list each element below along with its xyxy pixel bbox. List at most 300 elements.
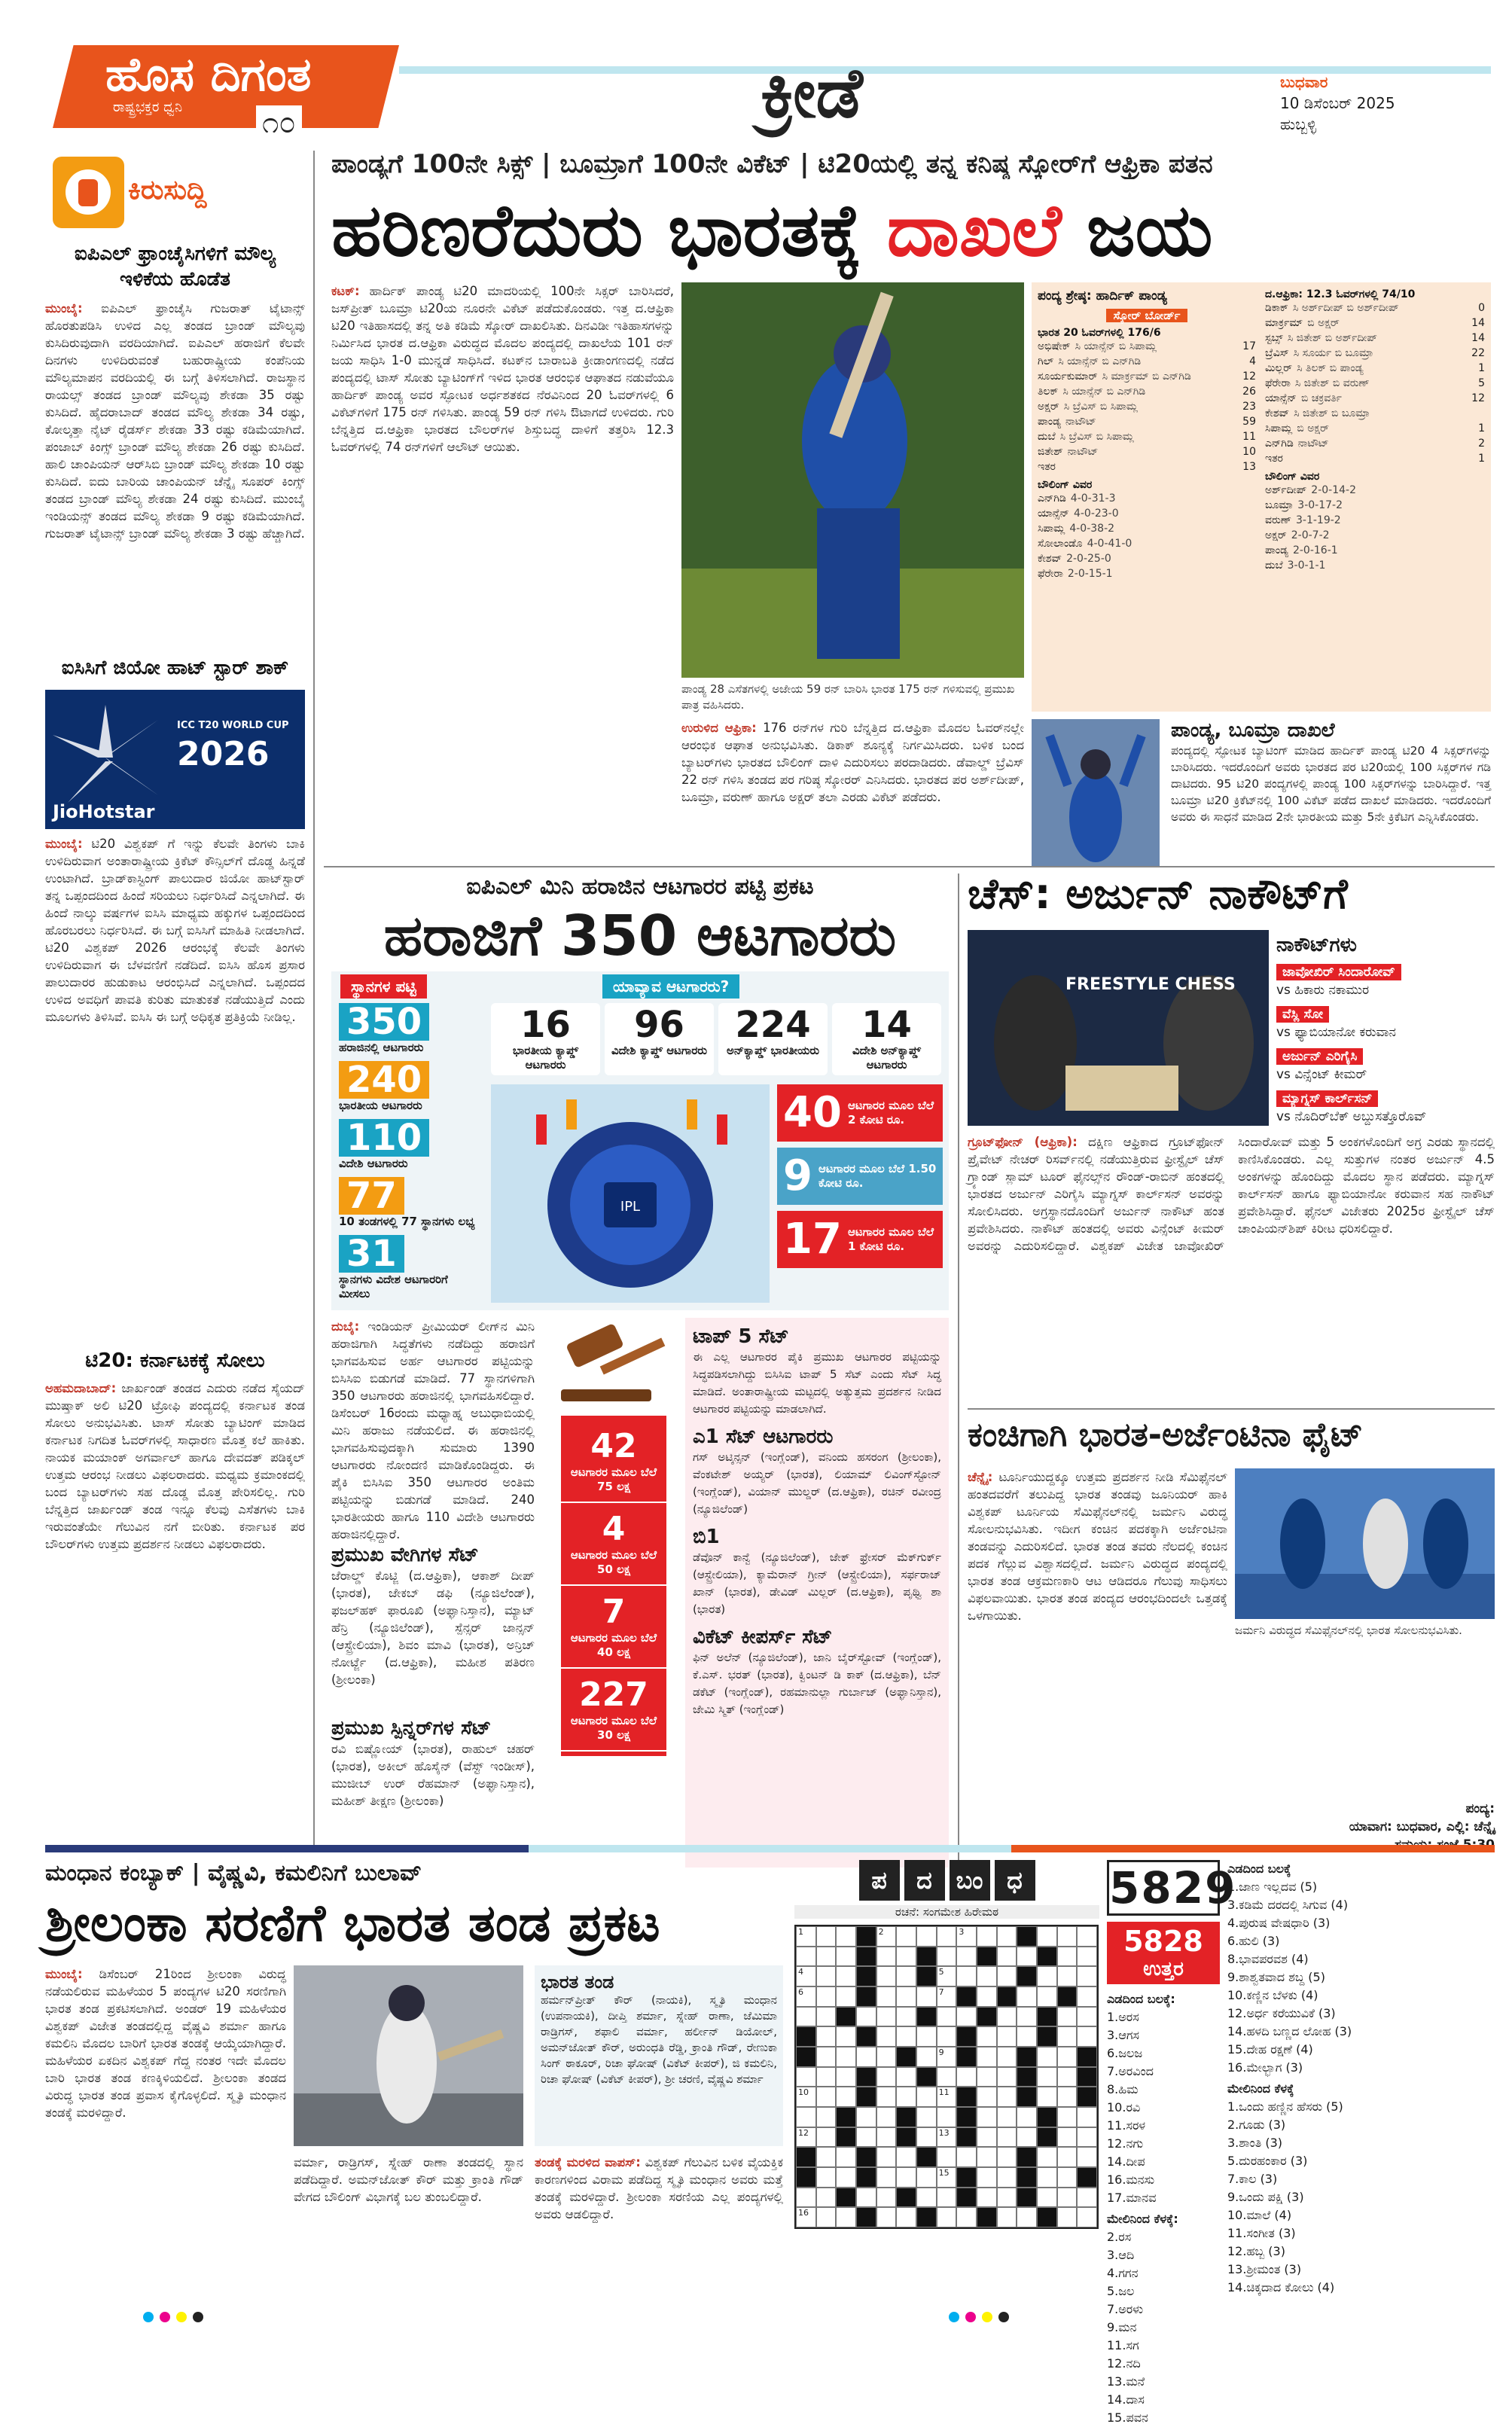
india-batter-cell: 10: [1242, 446, 1256, 458]
crossword-cell[interactable]: [997, 2127, 1017, 2148]
lead-body-2-text: 176 ರನ್‌ಗಳ ಗುರಿ ಬೆನ್ನತ್ತಿದ ದ.ಆಫ್ರಿಕಾ ಮೊದಲ ಓವರ್‌ನಲ್ಲೇ ಆರಂಭಿಕ ಆಘಾತ ಅನುಭವಿಸಿತು. ಡಿಕಾಕ್ ಶೂನ್ಯಕ್ಕೆ ನಿರ್ಗಮಿಸಿದರು. ಬಳಿಕ ಬಂದ ಬ್ಯಾಟರ್‌ಗಳು ಭಾರತದ ಬೌಲಿಂಗ್ ದಾಳಿ ಎದುರಿಸಲು ಪರದಾಡಿದರು. ಡೆವಾಲ್ಡ್ ಬ್ರೆವಿಸ್ 22 ರನ್ ಗಳಿಸಿ ತಂಡದ ಪರ ಗರಿಷ್ಠ ಸ್ಕೋರರ್ ಎನಿಸಿದರು. ಭಾರತದ ಪರ ಅರ್ಶ್‌ದೀಪ್, ಬೂಮ್ರಾ, ವರುಣ್ ಹಾಗೂ ಅಕ್ಷರ್ ತಲಾ ಎರಡು ವಿಕೆಟ್ ಪಡೆದರು.: [681, 721, 1024, 804]
crossword-cell[interactable]: [856, 2047, 876, 2067]
crossword-block: [1037, 2207, 1057, 2227]
section-divider: [324, 866, 1495, 867]
crossword-cell[interactable]: [937, 1926, 957, 1947]
base-price-label: ಆಟಗಾರರ ಮೂಲ ಬೆಲೆ 40 ಲಕ್ಷ: [570, 1631, 657, 1659]
crossword-cell[interactable]: [916, 2127, 937, 2148]
pandya-photo-caption: ಪಾಂಡ್ಯ 28 ಎಸೆತಗಳಲ್ಲಿ ಅಜೇಯ 59 ರನ್ ಬಾರಿಸಿ ಭಾರತ 175 ರನ್ ಗಳಿಸುವಲ್ಲಿ ಪ್ರಮುಖ ಪಾತ್ರ ವಹಿಸಿದರು.: [681, 682, 1015, 712]
crossword-cell[interactable]: [956, 2147, 977, 2167]
crossword-cell[interactable]: [977, 1986, 997, 2007]
pace-head: ಪ್ರಮುಖ ವೇಗಿಗಳ ಸೆಟ್: [331, 1544, 479, 1566]
crossword-cell[interactable]: [1037, 2067, 1057, 2087]
crossword-cell[interactable]: [977, 2026, 997, 2047]
crossword-cell[interactable]: [856, 2188, 876, 2208]
crossword-block: [856, 1986, 876, 2007]
india-batter-cell: ಅಕ್ಷರ್: [1038, 401, 1059, 413]
crossword-cell[interactable]: [997, 2067, 1017, 2087]
sa-batter-row: [1265, 361, 1485, 376]
crossword-cell[interactable]: [997, 2087, 1017, 2107]
across-list: [1227, 1878, 1495, 2077]
crossword-cell[interactable]: [816, 1986, 837, 2007]
crossword-cell[interactable]: [836, 2026, 856, 2047]
crossword-cell[interactable]: [937, 2207, 957, 2227]
crossword-cell[interactable]: [1057, 2207, 1078, 2227]
spin-head: ಪ್ರಮುಖ ಸ್ಪಿನ್ನರ್‌ಗಳ ಸೆಟ್: [331, 1717, 492, 1739]
crossword-block: [977, 1947, 997, 1967]
crossword-cell[interactable]: [836, 1947, 856, 1967]
sa-bowler-row: [1265, 558, 1485, 573]
crossword-cell[interactable]: [1057, 1926, 1078, 1947]
crossword-cell[interactable]: [796, 1966, 816, 1986]
crossword-cell[interactable]: [997, 2007, 1017, 2027]
crossword-cell[interactable]: [896, 1947, 916, 1967]
lead-body-text: ಹಾರ್ದಿಕ್ ಪಾಂಡ್ಯ ಟಿ20 ಮಾದರಿಯಲ್ಲಿ 100ನೇ ಸಿಕ್ಸರ್ ಬಾರಿಸಿದರೆ, ಜಸ್‌ಪ್ರೀತ್ ಬೂಮ್ರಾ ಟಿ20ಯ ನೂರನೇ ವಿಕೆಟ್ ಪಡೆದುಕೊಂಡರು. ಇತ್ತ ದ.ಆಫ್ರಿಕಾ ಟಿ20 ಇತಿಹಾಸದಲ್ಲಿ ತನ್ನ ಅತಿ ಕಡಿಮೆ ಸ್ಕೋರ್ ದಾಖಲಿಸಿತು. ದಿನವಿಡೀ ಇತಿಹಾಸಗಳನ್ನು ನಿರ್ಮಿಸಿದ ಭಾರತ ದ.ಆಫ್ರಿಕಾ ವಿರುದ್ಧದ ಮೊದಲ ಪಂದ್ಯದಲ್ಲಿ ದಾಖಲೆಯ 101 ರನ್ ಜಯ ಸಾಧಿಸಿ 1-0 ಮುನ್ನಡೆ ಸಾಧಿಸಿದೆ. ಕಟಕ್‌ನ ಬಾರಾಬತಿ ಕ್ರೀಡಾಂಗಣದಲ್ಲಿ ನಡೆದ ಪಂದ್ಯದಲ್ಲಿ ಟಾಸ್ ಸೋತು ಬ್ಯಾಟಿಂಗ್‌ಗೆ ಇಳಿದ ಭಾರತ ಆರಂಭಿಕ ಆಘಾತದ ನಡುವೆಯೂ ಹಾರ್ದಿಕ್ ಪಾಂಡ್ಯ ಅವರ ಸ್ಫೋಟಕ ಅರ್ಧಶತಕದ ನೆರವಿನಿಂದ 20 ಓವರ್‌ಗಳಲ್ಲಿ 6 ವಿಕೆಟ್‌ಗಳಿಗೆ 175 ರನ್ ಗಳಿಸಿತು. ಪಾಂಡ್ಯ 59 ರನ್ ಗಳಿಸಿ ಔಟಾಗದೆ ಉಳಿದರು. ಗುರಿ ಬೆನ್ನತ್ತಿದ ದ.ಆಫ್ರಿಕಾ ಭಾರತದ ಬೌಲರ್‌ಗಳ ಶಿಸ್ತುಬದ್ಧ ದಾಳಿಗೆ ತತ್ತರಿಸಿ 12.3 ಓವರ್‌ಗಳಲ್ಲಿ 74 ರನ್‌ಗಳಿಗೆ ಆಲೌಟ್ ಆಯಿತು.: [331, 284, 674, 454]
sa-batter-cell: 14: [1471, 332, 1485, 344]
crossword-cell[interactable]: [896, 2026, 916, 2047]
crossword-cell[interactable]: [1077, 2207, 1097, 2227]
crossword-cell[interactable]: [1057, 1947, 1078, 1967]
india-batter-row: [1038, 369, 1256, 384]
crossword-cell[interactable]: [816, 2147, 837, 2167]
sa-batter-cell: 5: [1478, 377, 1485, 389]
crossword-cell[interactable]: [816, 2047, 837, 2067]
sa-bowler-row: [1265, 513, 1485, 528]
crossword-cell[interactable]: [937, 2147, 957, 2167]
crossword-cell[interactable]: [937, 2107, 957, 2127]
crossword-cell[interactable]: [937, 2188, 957, 2208]
crossword-cell[interactable]: [896, 2207, 916, 2227]
crossword-cell[interactable]: [816, 2167, 837, 2188]
crossword-cell[interactable]: [896, 2067, 916, 2087]
crossword-cell[interactable]: [997, 2026, 1017, 2047]
crossword-block: [1037, 2007, 1057, 2027]
crossword-cell[interactable]: [896, 1966, 916, 1986]
base-price-stat: [561, 1420, 666, 1503]
b1-body: ಡೆವೊನ್ ಕಾನ್ವೆ (ನ್ಯೂಜಿಲೆಂಡ್), ಜೇಕ್ ಫ್ರೇಸರ್ ಮೆಕ್‌ಗುರ್ಕ್ (ಆಸ್ಟ್ರೇಲಿಯಾ), ಕ್ಯಾಮೆರಾನ್ ಗ್ರೀನ್ (ಆಸ್ಟ್ರೇಲಿಯಾ), ಸರ್ಫರಾಜ್ ಖಾನ್ (ಭಾರತ), ಡೇವಿಡ್ ಮಿಲ್ಲರ್ (ದ.ಆಫ್ರಿಕಾ), ಪೃಥ್ವಿ ಶಾ (ಭಾರತ): [693, 1550, 941, 1616]
crossword-cell[interactable]: [1037, 2147, 1057, 2167]
india-batter-row: [1038, 444, 1256, 459]
crossword-cell[interactable]: [1057, 2107, 1078, 2127]
player-type-stat: [832, 1003, 941, 1075]
crossword-cell[interactable]: [876, 1926, 897, 1947]
crossword-cell[interactable]: [977, 2067, 997, 2087]
crossword-cell[interactable]: [916, 1986, 937, 2007]
india-bowler-cell: ಯಾನ್ಸೆನ್: [1038, 508, 1069, 520]
crossword-cell[interactable]: [816, 2087, 837, 2107]
crossword-cell[interactable]: [836, 2167, 856, 2188]
column-divider-2: [958, 874, 959, 1868]
crossword-grid[interactable]: [794, 1925, 1099, 2229]
a1-body: ಗಸ್ ಅಟ್ಕಿನ್ಸನ್ (ಇಂಗ್ಲೆಂಡ್), ವನಿಂದು ಹಸರಂಗ (ಶ್ರೀಲಂಕಾ), ವೆಂಕಟೇಶ್ ಅಯ್ಯರ್ (ಭಾರತ), ಲಿಯಾಮ್ ಲಿವಿಂಗ್‌ಸ್ಟೋನ್ (ಇಂಗ್ಲೆಂಡ್), ವಿಯಾನ್ ಮುಲ್ಡರ್ (ದ.ಆಫ್ರಿಕಾ), ರಚಿನ್ ರವೀಂದ್ರ (ನ್ಯೂಜಿಲೆಂಡ್): [693, 1450, 941, 1516]
crossword-cell[interactable]: [997, 1926, 1017, 1947]
crossword-cell[interactable]: [997, 1966, 1017, 1986]
crossword-cell[interactable]: [836, 1966, 856, 1986]
crossword-cell[interactable]: [956, 2067, 977, 2087]
crossword-cell[interactable]: [977, 2127, 997, 2148]
sa-batter-cell: 1: [1478, 453, 1485, 465]
crossword-cell[interactable]: [997, 1947, 1017, 1967]
crossword-cell[interactable]: [796, 2127, 816, 2148]
slots-tab: ಸ್ಥಾನಗಳ ಪಟ್ಟಿ: [340, 974, 427, 999]
crossword-cell[interactable]: [836, 2047, 856, 2067]
crossword-cell[interactable]: [796, 2207, 816, 2227]
left-story-1-text: ಐಪಿಎಲ್ ಫ್ರಾಂಚೈಸಿ ಗುಜರಾತ್ ಟೈಟಾನ್ಸ್ ಹೊರತುಪಡಿಸಿ ಉಳಿದ ಎಲ್ಲ ತಂಡದ ಬ್ರಾಂಡ್ ಮೌಲ್ಯವು ಕುಸಿದಿರುವುದಾಗಿ ವರದಿಯಾಗಿದೆ. ಐಪಿಎಲ್ ಹರಾಜಿಗೆ ಕೆಲವೇ ದಿನಗಳು ಉಳಿದಿರುವಂತೆ ಬಹುರಾಷ್ಟ್ರೀಯ ಕಂಪೆನಿಯ ಮೌಲ್ಯಮಾಪನ ವರದಿಯಲ್ಲಿ ಈ ಬಗ್ಗೆ ತಿಳಿಸಲಾಗಿದೆ. ರಾಜಸ್ಥಾನ ರಾಯಲ್ಸ್ ತಂಡದ ಬ್ರಾಂಡ್ ಮೌಲ್ಯವು ಶೇಕಡಾ 35 ರಷ್ಟು ಕುಸಿದಿದೆ. ಹೈದರಾಬಾದ್ ತಂಡದ ಮೌಲ್ಯ ಶೇಕಡಾ 34 ರಷ್ಟು, ಕೋಲ್ಕತ್ತಾ ನೈಟ್ ರೈಡರ್ಸ್ ಶೇಕಡಾ 33 ರಷ್ಟು ಕಡಿಮೆಯಾಗಿದೆ. ಪಂಜಾಬ್ ಕಿಂಗ್ಸ್ ಬ್ರಾಂಡ್ ಮೌಲ್ಯ ಶೇಕಡಾ 26 ರಷ್ಟು ಕುಸಿದಿದೆ. ಹಾಲಿ ಚಾಂಪಿಯನ್ ಆರ್‌ಸಿಬಿ ಬ್ರಾಂಡ್ ಮೌಲ್ಯ ಶೇಕಡಾ 10 ರಷ್ಟು ಕುಸಿದಿದೆ. ಐದು ಬಾರಿಯ ಚಾಂಪಿಯನ್ ಚೆನ್ನೈ ಸೂಪರ್ ಕಿಂಗ್ಸ್ ತಂಡದ ಬ್ರಾಂಡ್ ಮೌಲ್ಯ ಶೇಕಡಾ 24 ರಷ್ಟು ಕುಸಿದಿದೆ. ಮುಂಬೈ ಇಂಡಿಯನ್ಸ್ ತಂಡದ ಮೌಲ್ಯ ಶೇಕಡಾ 9 ರಷ್ಟು ಕಡಿಮೆಯಾಗಿದೆ. ಗುಜರಾತ್ ಟೈಟಾನ್ಸ್ ಬ್ರಾಂಡ್ ಮೌಲ್ಯ ಶೇಕಡಾ 3 ರಷ್ಟು ಹೆಚ್ಚಾಗಿದೆ.: [45, 301, 305, 541]
left-story-2-head: ಐಸಿಸಿಗೆ ಜಿಯೋ ಹಾಟ್ ಸ್ಟಾರ್ ಶಾಕ್: [61, 657, 289, 679]
crossword-cell[interactable]: [1077, 2026, 1097, 2047]
crossword-cell[interactable]: [876, 2067, 897, 2087]
prev-across-answer: 1.ಅರಸ: [1107, 2010, 1139, 2024]
crossword-cell[interactable]: [1077, 1966, 1097, 1986]
sa-batter-cell: ಮಾರ್ಕ್ರಮ್: [1265, 317, 1303, 329]
crossword-cell[interactable]: [1037, 1966, 1057, 1986]
crossword-cell[interactable]: [1017, 2207, 1037, 2227]
crossword-cell[interactable]: [1077, 2107, 1097, 2127]
records-story: [1171, 719, 1491, 825]
crossword-block: [1077, 2047, 1097, 2067]
crossword-cell[interactable]: [796, 2107, 816, 2127]
crossword-cell-number: 15: [938, 2167, 950, 2178]
crossword-cell[interactable]: [796, 1986, 816, 2007]
crossword-cell[interactable]: [977, 2087, 997, 2107]
across-clue: 15.ದೇಹ ರಕ್ಷಣೆ (4): [1227, 2042, 1313, 2057]
crossword-cell[interactable]: [1037, 2087, 1057, 2107]
crossword-cell[interactable]: [1057, 2007, 1078, 2027]
crossword-cell[interactable]: [876, 2026, 897, 2047]
crossword-block: [1037, 1947, 1057, 1967]
crossword-block: [956, 2127, 977, 2148]
crossword-cell[interactable]: [876, 2107, 897, 2127]
crossword-cell[interactable]: [876, 2127, 897, 2148]
crossword-title-letter: ಬಂ: [950, 1860, 990, 1901]
crossword-cell-number: 10: [798, 2087, 809, 2098]
prev-across-answer: 7.ಅರವಿಂದ: [1107, 2064, 1154, 2078]
crossword-cell[interactable]: [876, 2147, 897, 2167]
crossword-cell[interactable]: [876, 2207, 897, 2227]
india-bowler-row: [1038, 536, 1256, 551]
prev-down-answer: 12.ನದಿ: [1107, 2356, 1141, 2371]
crossword-cell[interactable]: [916, 1926, 937, 1947]
sa-batter-cell: ಬಿ ಚಕ್ರವರ್ತಿ: [1300, 392, 1342, 404]
crossword-block: [1017, 2087, 1037, 2107]
crossword-cell[interactable]: [937, 2026, 957, 2047]
crossword-cell[interactable]: [796, 2067, 816, 2087]
crossword-cell[interactable]: [816, 1966, 837, 1986]
crossword-cell[interactable]: [997, 2147, 1017, 2167]
crossword-cell[interactable]: [856, 2107, 876, 2127]
crossword-cell[interactable]: [937, 2127, 957, 2148]
crossword-cell[interactable]: [1017, 2026, 1037, 2047]
crossword-cell[interactable]: [816, 2067, 837, 2087]
crossword-block: [916, 2007, 937, 2027]
india-bowler-cell: 2-0-25-0: [1066, 553, 1111, 565]
crossword-cell[interactable]: [1037, 2167, 1057, 2188]
crossword-cell[interactable]: [876, 1986, 897, 2007]
crossword-cell[interactable]: [916, 2087, 937, 2107]
crossword-cell[interactable]: [937, 2067, 957, 2087]
down-clue: 3.ಶಾಂತಿ (3): [1227, 2136, 1282, 2150]
crossword-cell[interactable]: [1057, 2127, 1078, 2148]
t20-worldcup-image: [45, 690, 305, 829]
chess-photo-banner: FREESTYLE CHESS: [1065, 975, 1236, 994]
crossword-cell[interactable]: [916, 2047, 937, 2067]
crossword-cell[interactable]: [816, 2107, 837, 2127]
crossword-cell[interactable]: [876, 2188, 897, 2208]
sa-bowler-cell: ಅರ್ಶ್‌ದೀಪ್: [1265, 484, 1307, 496]
crossword-block: [956, 2087, 977, 2107]
india-batter-row: [1038, 384, 1256, 399]
crossword-cell[interactable]: [1037, 1926, 1057, 1947]
crossword-cell[interactable]: [937, 2167, 957, 2188]
crossword-block: [1017, 2147, 1037, 2167]
prev-across-head: ಎಡದಿಂದ ಬಲಕ್ಕೆ:: [1107, 1992, 1175, 2006]
crossword-cell[interactable]: [1057, 2067, 1078, 2087]
records-head: ಪಾಂಡ್ಯ, ಬೂಮ್ರಾ ದಾಖಲೆ: [1171, 719, 1335, 742]
crossword-cell[interactable]: [816, 2007, 837, 2027]
crossword-cell[interactable]: [796, 1926, 816, 1947]
crossword-cell[interactable]: [1077, 2127, 1097, 2148]
india-batting-list: [1038, 339, 1256, 474]
crossword-cell[interactable]: [997, 2207, 1017, 2227]
crossword-cell[interactable]: [956, 1947, 977, 1967]
down-list: [1227, 2098, 1495, 2297]
crossword-cell[interactable]: [1057, 1966, 1078, 1986]
crossword-cell[interactable]: [836, 2207, 856, 2227]
knockout-player-b: vs ನೊದಿರ್‌ಬೆಕ್ ಅಬ್ದುಸತ್ತೊರೊವ್: [1276, 1109, 1427, 1124]
hockey-body-lead: ಚೆನ್ನೈ:: [968, 1470, 993, 1484]
crossword-cell[interactable]: [1017, 2127, 1037, 2148]
prev-answer-badge: [1107, 1922, 1220, 1984]
slot-stat: [339, 1119, 482, 1171]
crossword-cell[interactable]: [1057, 2147, 1078, 2167]
slot-number: 240: [339, 1061, 429, 1099]
crossword-cell[interactable]: [1077, 2188, 1097, 2208]
crossword-cell[interactable]: [977, 2167, 997, 2188]
crossword-cell[interactable]: [816, 2207, 837, 2227]
prev-across-answer: 6.ಜಲಜ: [1107, 2046, 1143, 2060]
crossword-cell[interactable]: [1017, 2107, 1037, 2127]
crossword-block: [1057, 1986, 1078, 2007]
pandya-photo: [681, 282, 1024, 678]
crossword-cell[interactable]: [1077, 1947, 1097, 1967]
player-type-stat: [605, 1003, 714, 1075]
crossword-cell[interactable]: [796, 2087, 816, 2107]
india-bowler-row: [1038, 506, 1256, 521]
crossword-cell[interactable]: [977, 2147, 997, 2167]
women-kicker: ಮಂಧಾನ ಕಂಬ್ಯಾಕ್ | ವೈಷ್ಣವಿ, ಕಮಲಿನಿಗೆ ಬುಲಾವ್: [45, 1860, 422, 1886]
crossword-cell[interactable]: [1037, 2047, 1057, 2067]
crossword-clues: [1227, 1860, 1495, 2297]
crossword-cell[interactable]: [896, 1926, 916, 1947]
sa-batter-cell: ಸ್ಟಬ್ಸ್: [1265, 332, 1283, 344]
sa-batter-cell: ಸಿಪಾಮ್ಲ: [1265, 422, 1293, 434]
crossword-cell[interactable]: [896, 2147, 916, 2167]
crossword-cell[interactable]: [997, 2188, 1017, 2208]
crossword-cell[interactable]: [836, 2087, 856, 2107]
crossword-cell[interactable]: [937, 2047, 957, 2067]
crossword-cell[interactable]: [896, 2007, 916, 2027]
crossword-cell[interactable]: [836, 2147, 856, 2167]
player-type-stat: [718, 1003, 828, 1075]
crossword-cell[interactable]: [816, 1947, 837, 1967]
knockout-item: [1276, 1090, 1495, 1126]
india-bowler-cell: 4-0-38-2: [1069, 523, 1115, 535]
crossword-cell[interactable]: [956, 1926, 977, 1947]
crossword-cell[interactable]: [816, 1926, 837, 1947]
crossword-cell[interactable]: [997, 2107, 1017, 2127]
knockout-player-a: ಅರ್ಜುನ್ ಎರಿಗೈಸಿ: [1276, 1048, 1363, 1065]
crossword-cell[interactable]: [856, 2127, 876, 2148]
player-type-number: 96: [634, 1004, 684, 1046]
left-story-3-head: ಟಿ20: ಕರ್ನಾಟಕಕ್ಕೆ ಸೋಲು: [85, 1349, 265, 1372]
top5-head: ಟಾಪ್ 5 ಸೆಟ್: [693, 1325, 789, 1348]
crossword-cell-number: 11: [938, 2087, 950, 2098]
slots-list: [339, 1003, 482, 1307]
india-batter-cell: ಸಿ ಯಾನ್ಸೆನ್ ಬಿ ಎನ್‌ಗಿಡಿ: [1058, 355, 1142, 367]
crossword-cell[interactable]: [937, 2007, 957, 2027]
crossword-cell[interactable]: [856, 2007, 876, 2027]
left-story-2-text: ಟಿ20 ವಿಶ್ವಕಪ್ ಗೆ ಇನ್ನು ಕೆಲವೇ ತಿಂಗಳು ಬಾಕಿ ಉಳಿದಿರುವಾಗ ಅಂತಾರಾಷ್ಟ್ರೀಯ ಕ್ರಿಕೆಟ್ ಕೌನ್ಸಿಲ್‌ಗೆ ದೊಡ್ಡ ಹಿನ್ನಡೆ ಉಂಟಾಗಿದೆ. ಬ್ರಾಡ್‌ಕಾಸ್ಟಿಂಗ್ ಪಾಲುದಾರ ಜಿಯೋ ಹಾಟ್‌ಸ್ಟಾರ್ ತನ್ನ ಒಪ್ಪಂದದಿಂದ ಹಿಂದೆ ಸರಿಯಲು ನಿರ್ಧರಿಸಿದೆ ಎನ್ನಲಾಗಿದೆ. ಈ ಹಿಂದೆ ನಾಲ್ಕು ವರ್ಷಗಳ ಐಸಿಸಿ ಮಾಧ್ಯಮ ಹಕ್ಕುಗಳ ಒಪ್ಪಂದದಿಂದ ಹೊರಬರಲು ನಿರ್ಧರಿಸಿದೆ. ಈ ಬಗ್ಗೆ ಐಸಿಸಿಗೆ ಮಾಹಿತಿ ನೀಡಲಾಗಿದೆ. ಟಿ20 ವಿಶ್ವಕಪ್ 2026 ಆರಂಭಕ್ಕೆ ಕೆಲವೇ ತಿಂಗಳು ಉಳಿದಿರುವಾಗ ಈ ಬೆಳವಣಿಗೆ ನಡೆದಿದೆ. ಐಸಿಸಿ ಹೊಸ ಪ್ರಸಾರ ಪಾಲುದಾರರ ಹುಡುಕಾಟ ಆರಂಭಿಸಿದೆ ಎನ್ನಲಾಗಿದೆ. ಒಪ್ಪಂದದ ಉಳಿದ ಅವಧಿಗೆ ಪಾವತಿ ಕುರಿತು ಮಾತುಕತೆ ನಡೆಯುತ್ತಿದೆ ಎಂದು ಮೂಲಗಳು ತಿಳಿಸಿವೆ. ಐಸಿಸಿ ಈ ಬಗ್ಗೆ ಅಧಿಕೃತ ಪ್ರತಿಕ್ರಿಯೆ ನೀಡಿಲ್ಲ.: [45, 837, 305, 1024]
player-type-number: 224: [735, 1004, 811, 1046]
crossword-cell[interactable]: [956, 2007, 977, 2027]
crossword-block: [1037, 2026, 1057, 2047]
crossword-cell[interactable]: [977, 2107, 997, 2127]
prev-across-list: [1107, 2008, 1220, 2207]
crossword-cell[interactable]: [1077, 2007, 1097, 2027]
women-body-3-text: ವಿಶ್ವಕಪ್ ಗೆಲುವಿನ ಬಳಿಕ ವೈಯಕ್ತಿಕ ಕಾರಣಗಳಿಂದ ವಿರಾಮ ಪಡೆದಿದ್ದ ಸ್ಮೃತಿ ಮಂಧಾನ ಅವರು ಮತ್ತೆ ತಂಡಕ್ಕೆ ಮರಳಿದ್ದಾರೆ. ಶ್ರೀಲಂಕಾ ಸರಣಿಯ ಎಲ್ಲ ಪಂದ್ಯಗಳಲ್ಲಿ ಅವರು ಆಡಲಿದ್ದಾರೆ.: [535, 2155, 783, 2221]
india-bowler-cell: 2-0-15-1: [1067, 568, 1113, 580]
crossword-cell[interactable]: [1037, 2188, 1057, 2208]
scoreboard-label: ಸ್ಕೋರ್ ಬೋರ್ಡ್: [1106, 309, 1188, 322]
crossword-cell[interactable]: [836, 2067, 856, 2087]
crossword-cell[interactable]: [1077, 1986, 1097, 2007]
base-price-label: ಆಟಗಾರರ ಮೂಲ ಬೆಲೆ 30 ಲಕ್ಷ: [570, 1714, 657, 1742]
crossword-block: [1017, 2047, 1037, 2067]
base-price-stat: [561, 1586, 666, 1669]
crossword-cell[interactable]: [1077, 2147, 1097, 2167]
prev-down-answer: 9.ಮನ: [1107, 2320, 1137, 2334]
crossword-cell-number: 1: [798, 1927, 803, 1937]
crossword-cell[interactable]: [816, 2127, 837, 2148]
crossword-cell[interactable]: [876, 2047, 897, 2067]
crossword-block: [956, 2107, 977, 2127]
crossword-cell[interactable]: [876, 2087, 897, 2107]
sa-batter-row: [1265, 300, 1485, 316]
crossword-cell[interactable]: [876, 2007, 897, 2027]
crossword-cell[interactable]: [977, 2047, 997, 2067]
crossword-block: [856, 1947, 876, 1967]
women-team-head: ಭಾರತ ತಂಡ: [541, 1971, 614, 1993]
wk-body: ಫಿನ್ ಅಲೆನ್ (ನ್ಯೂಜಿಲೆಂಡ್), ಜಾನಿ ಬೈರ್‌ಸ್ಟೋವ್ (ಇಂಗ್ಲೆಂಡ್), ಕೆ.ಎಸ್. ಭರತ್ (ಭಾರತ), ಕ್ವಿಂಟನ್ ಡಿ ಕಾಕ್ (ದ.ಆಫ್ರಿಕಾ), ಬೆನ್ ಡಕೆಟ್ (ಇಂಗ್ಲೆಂಡ್), ರಹಮಾನುಲ್ಲಾ ಗುರ್ಬಾಜ್ (ಅಫ್ಘಾನಿಸ್ತಾನ), ಜೇಮಿ ಸ್ಮಿತ್ (ಇಂಗ್ಲೆಂಡ್): [693, 1651, 941, 1716]
crossword-cell[interactable]: [1057, 2026, 1078, 2047]
crossword-cell-number: 4: [798, 1967, 803, 1977]
chess-divider: [968, 1408, 1495, 1410]
down-clue: 10.ಮಾಲೆ (4): [1227, 2208, 1292, 2222]
knockout-player-b: vs ಹಿಕಾರು ನಕಾಮುರ: [1276, 983, 1370, 998]
crossword-cell[interactable]: [977, 1966, 997, 1986]
crossword-cell[interactable]: [896, 2167, 916, 2188]
crossword-cell[interactable]: [1077, 1926, 1097, 1947]
crossword-block: [856, 2167, 876, 2188]
crossword-cell[interactable]: [916, 2107, 937, 2127]
crossword-cell[interactable]: [916, 2188, 937, 2208]
crossword-cell[interactable]: [977, 2188, 997, 2208]
crossword-cell[interactable]: [997, 2167, 1017, 2188]
crossword-cell[interactable]: [1057, 2188, 1078, 2208]
sa-batter-cell: ಸಿ ಜಿತೇಶ್ ಬಿ ಅರ್ಶ್‌ದೀಪ್: [1287, 332, 1377, 344]
crossword-cell[interactable]: [1037, 1986, 1057, 2007]
puzzle-number: 5829: [1107, 1860, 1220, 1916]
crossword-cell[interactable]: [956, 1966, 977, 1986]
india-batter-cell: ಸಿ ಯಾನ್ಸೆನ್ ಬಿ ಸಿಪಾಮ್ಲ: [1075, 340, 1157, 352]
crossword-cell[interactable]: [937, 1986, 957, 2007]
crossword-cell[interactable]: [876, 2167, 897, 2188]
crossword-cell[interactable]: [796, 2007, 816, 2027]
india-batter-cell: ಸಿ ಯಾನ್ಸೆನ್ ಬಿ ಎನ್‌ಗಿಡಿ: [1062, 386, 1146, 398]
sa-bowling-list: [1265, 483, 1485, 573]
crossword-cell[interactable]: [916, 2026, 937, 2047]
crossword-cell[interactable]: [876, 1947, 897, 1967]
base-price-label: ಆಟಗಾರರ ಮೂಲ ಬೆಲೆ 75 ಲಕ್ಷ: [570, 1465, 657, 1493]
prev-down-answer: 3.ಆದಿ: [1107, 2248, 1135, 2262]
scorecard-india: [1038, 288, 1256, 581]
crossword-cell[interactable]: [937, 2087, 957, 2107]
chess-headline: ಚೆಸ್: ಅರ್ಜುನ್ ನಾಕೌಟ್‌ಗೆ: [968, 870, 1348, 919]
crossword-cell[interactable]: [1017, 1947, 1037, 1967]
crossword-cell[interactable]: [896, 2087, 916, 2107]
women-team-box: [535, 1965, 783, 2146]
india-batter-cell: ಸಿ ಬ್ರೆವಿಸ್ ಬಿ ಸಿಪಾಮ್ಲ: [1063, 401, 1139, 413]
lead-kicker: ಪಾಂಡ್ಯಗೆ 100ನೇ ಸಿಕ್ಸ್ | ಬೂಮ್ರಾಗೆ 100ನೇ ವಿಕೆಟ್ | ಟಿ20ಯಲ್ಲಿ ತನ್ನ ಕನಿಷ್ಠ ಸ್ಕೋರ್‌ಗೆ ಆಫ್ರಿಕಾ ಪತನ: [331, 149, 1213, 179]
crossword-cell[interactable]: [876, 1966, 897, 1986]
crossword-cell[interactable]: [956, 2207, 977, 2227]
crossword-cell[interactable]: [916, 2167, 937, 2188]
crossword-cell[interactable]: [816, 2188, 837, 2208]
crossword-cell[interactable]: [796, 2188, 816, 2208]
down-clue: 1.ಒಂದು ಹಣ್ಣಿನ ಹೆಸರು (5): [1227, 2099, 1343, 2114]
sa-bowler-cell: 2-0-16-1: [1292, 544, 1338, 556]
women-body-text: ಡಿಸೆಂಬರ್ 21ರಿಂದ ಶ್ರೀಲಂಕಾ ವಿರುದ್ಧ ನಡೆಯಲಿರುವ ಮಹಿಳೆಯರ 5 ಪಂದ್ಯಗಳ ಟಿ20 ಸರಣಿಗಾಗಿ ಭಾರತ ತಂಡ ಪ್ರಕಟಿಸಲಾಗಿದೆ. ಅಂಡರ್ 19 ಮಹಿಳೆಯರ ವಿಶ್ವಕಪ್ ವಿಜೇತ ತಂಡದಲ್ಲಿದ್ದ ವೈಷ್ಣವಿ ಶರ್ಮಾ ಹಾಗೂ ಕಮಲಿನಿ ಮೊದಲ ಬಾರಿಗೆ ಭಾರತ ತಂಡಕ್ಕೆ ಆಯ್ಕೆಯಾಗಿದ್ದಾರೆ. ಮಹಿಳೆಯರ ಏಕದಿನ ವಿಶ್ವಕಪ್ ಗೆದ್ದ ನಂತರ ಇದೇ ಮೊದಲ ಬಾರಿ ಭಾರತ ತಂಡ ಕಣಕ್ಕಿಳಿಯಲಿದೆ. ಶ್ರೀಲಂಕಾ ತಂಡದ ವಿರುದ್ಧ ಭಾರತ ತಂಡ ಪ್ರವಾಸ ಕೈಗೊಳ್ಳಲಿದೆ. ಸ್ಮೃತಿ ಮಂಧಾನ ತಂಡಕ್ಕೆ ಮರಳಿದ್ದಾರೆ.: [45, 1967, 286, 2120]
crossword-cell[interactable]: [1057, 2047, 1078, 2067]
crossword-cell[interactable]: [977, 1926, 997, 1947]
crossword-cell[interactable]: [937, 1966, 957, 1986]
crossword-block: [956, 2026, 977, 2047]
sa-batter-cell: ಮಿಲ್ಲರ್: [1265, 362, 1293, 374]
crossword-cell[interactable]: [836, 1986, 856, 2007]
crossword-block: [836, 2127, 856, 2148]
crossword-cell[interactable]: [816, 2026, 837, 2047]
crossword-cell[interactable]: [796, 1947, 816, 1967]
column-divider: [313, 151, 315, 1845]
crossword-cell[interactable]: [836, 1926, 856, 1947]
crossword-cell[interactable]: [896, 1986, 916, 2007]
hockey-body: [968, 1468, 1227, 1624]
crossword-cell[interactable]: [1057, 2087, 1078, 2107]
crossword-cell[interactable]: [1017, 2007, 1037, 2027]
india-batter-cell: ಅಭಿಷೇಕ್: [1038, 340, 1071, 352]
crossword-cell[interactable]: [1017, 1986, 1037, 2007]
crossword-block: [896, 2188, 916, 2208]
sa-bowler-cell: 3-0-1-1: [1287, 559, 1326, 572]
print-dots-right: [949, 2312, 1009, 2322]
slot-label: 10 ತಂಡಗಳಲ್ಲಿ 77 ಸ್ಥಾನಗಳು ಲಭ್ಯ: [339, 1215, 475, 1228]
crossword-cell[interactable]: [937, 1947, 957, 1967]
india-bowler-cell: 4-0-41-0: [1087, 538, 1132, 550]
sa-batter-cell: ಸಿ ತಿಲಕ್ ಬಿ ಪಾಂಡ್ಯ: [1297, 362, 1364, 374]
india-bowler-cell: 4-0-23-0: [1073, 508, 1119, 520]
crossword-cell[interactable]: [997, 2047, 1017, 2067]
crossword-cell[interactable]: [1057, 2167, 1078, 2188]
